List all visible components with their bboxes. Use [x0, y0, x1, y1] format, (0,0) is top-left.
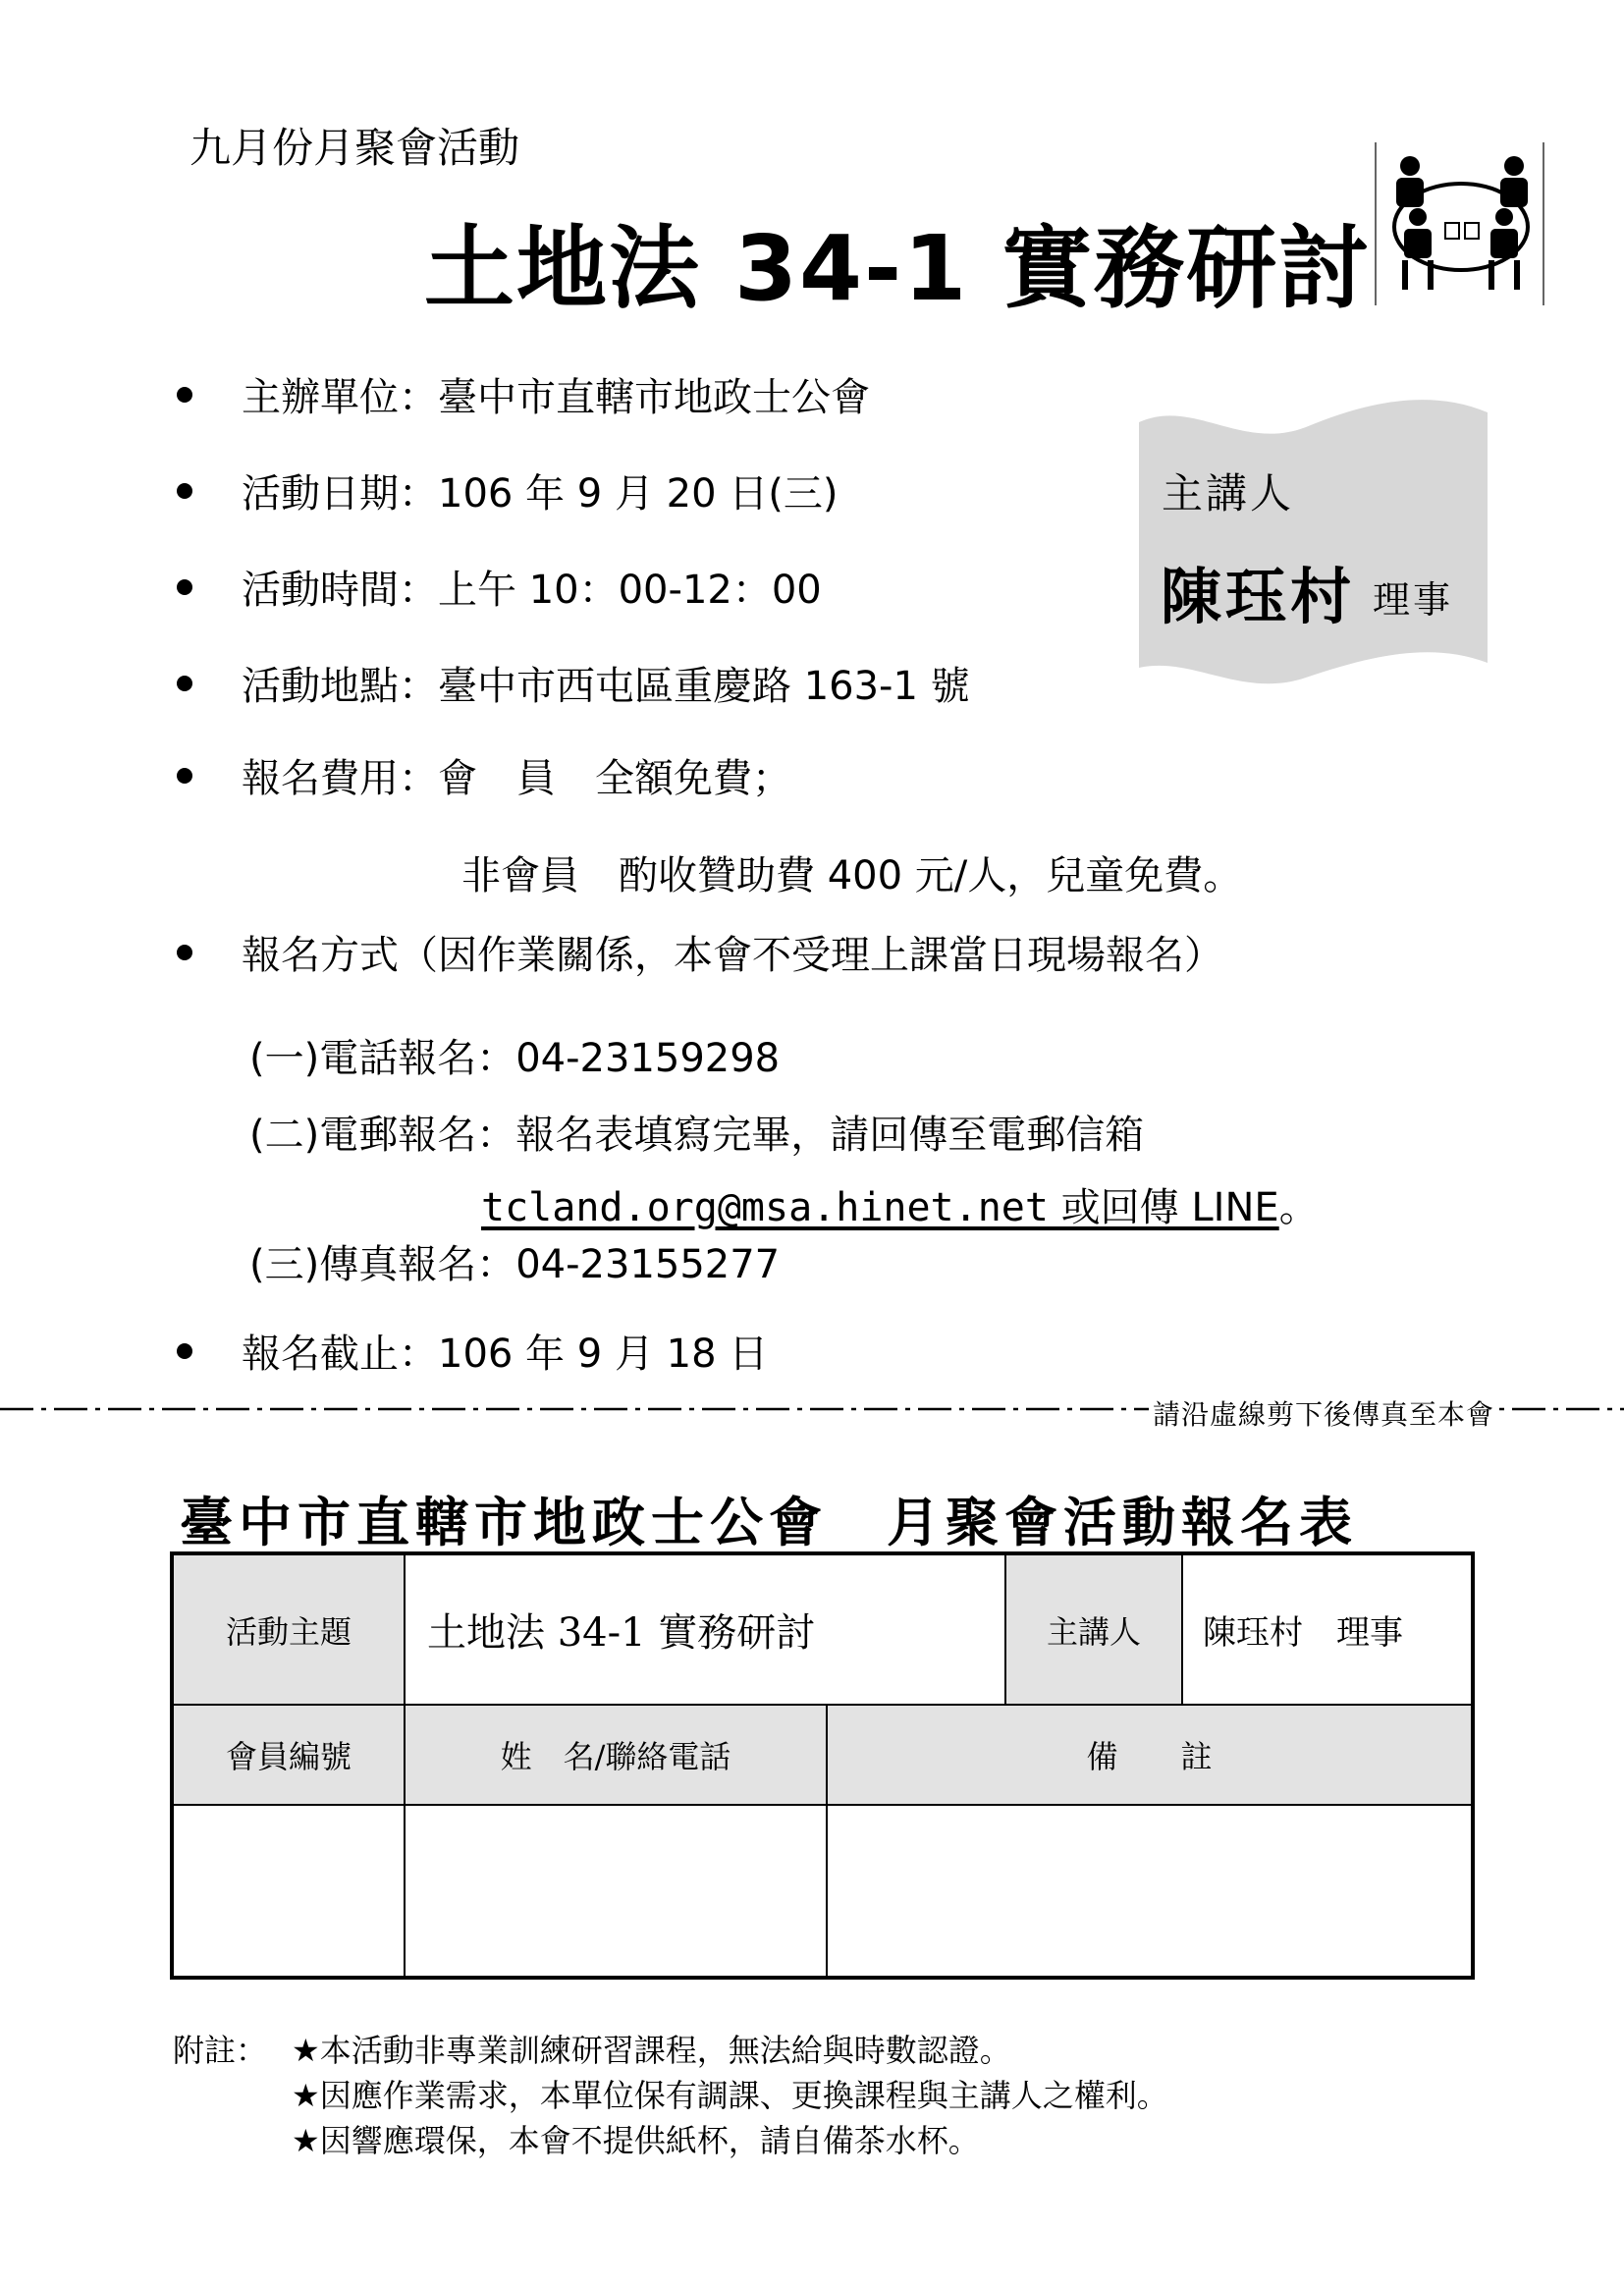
note-item: ★因應作業需求，本單位保有調課、更換課程與主講人之權利。	[292, 2077, 1168, 2114]
table-row	[172, 1553, 1473, 1705]
meeting-logo-icon	[1375, 142, 1547, 305]
table-row	[172, 1805, 1473, 1978]
speaker-role: 理事	[1373, 578, 1454, 622]
registration-deadline: 報名截止：106 年 9 月 18 日	[242, 1332, 769, 1377]
speaker-banner	[1134, 393, 1492, 687]
cut-instruction: 請沿虛線剪下後傳真至本會	[1149, 1393, 1498, 1433]
registration-heading: 報名方式（因作業關係，本會不受理上課當日現場報名）	[242, 933, 1223, 978]
bullet-icon	[177, 676, 192, 691]
registration-phone: (一)電話報名：04-23159298	[249, 1036, 781, 1081]
bullet-icon	[177, 1343, 192, 1359]
bullet-icon	[177, 768, 192, 784]
speaker-name: 陳珏村	[1161, 561, 1356, 632]
detail-organizer: 主辦單位：臺中市直轄市地政士公會	[242, 375, 870, 420]
col-remarks: 備 註	[827, 1705, 1473, 1805]
table-row	[172, 1705, 1473, 1805]
col-member-no: 會員編號	[172, 1705, 405, 1805]
detail-fee-nonmember: 非會員 酌收贊助費 400 元/人，兒童免費。	[461, 853, 1243, 898]
notes-label: 附註：	[173, 2032, 268, 2069]
speaker-label: 主講人	[1005, 1553, 1182, 1705]
detail-time: 活動時間：上午 10：00-12：00	[242, 568, 822, 613]
email-link[interactable]: tcland.org@msa.hinet.net	[481, 1185, 1049, 1230]
detail-date: 活動日期：106 年 9 月 20 日(三)	[242, 471, 839, 517]
detail-location: 活動地點：臺中市西屯區重慶路 163-1 號	[242, 664, 970, 709]
email-end: 。	[1278, 1185, 1319, 1230]
bullet-icon	[177, 945, 192, 960]
speaker-value: 陳珏村 理事	[1182, 1553, 1473, 1705]
registration-form-table	[170, 1551, 1475, 1980]
form-title: 臺中市直轄市地政士公會 月聚會活動報名表	[180, 1491, 1358, 1553]
remarks-field[interactable]	[827, 1805, 1473, 1978]
name-phone-field[interactable]	[405, 1805, 827, 1978]
note-item: ★因響應環保，本會不提供紙杯，請自備茶水杯。	[292, 2122, 980, 2159]
note-item: ★本活動非專業訓練研習課程，無法給與時數認證。	[292, 2032, 1011, 2069]
topic-label: 活動主題	[172, 1553, 405, 1705]
topic-value: 土地法 34-1 實務研討	[405, 1553, 1005, 1705]
event-subtitle: 九月份月聚會活動	[189, 124, 520, 172]
bullet-icon	[177, 483, 192, 499]
col-name-phone: 姓 名/聯絡電話	[405, 1705, 827, 1805]
member-no-field[interactable]	[172, 1805, 405, 1978]
registration-fax: (三)傳真報名：04-23155277	[249, 1242, 781, 1287]
registration-email-line	[481, 1176, 1319, 1232]
detail-fee: 報名費用：會 員 全額免費；	[242, 756, 791, 801]
registration-email: (二)電郵報名：報名表填寫完畢，請回傳至電郵信箱	[249, 1113, 1145, 1158]
page-title: 土地法 34-1 實務研討	[424, 216, 1372, 321]
bullet-icon	[177, 387, 192, 403]
bullet-icon	[177, 579, 192, 595]
speaker-heading: 主講人	[1162, 469, 1295, 517]
email-suffix: 或回傳 LINE	[1048, 1185, 1279, 1230]
